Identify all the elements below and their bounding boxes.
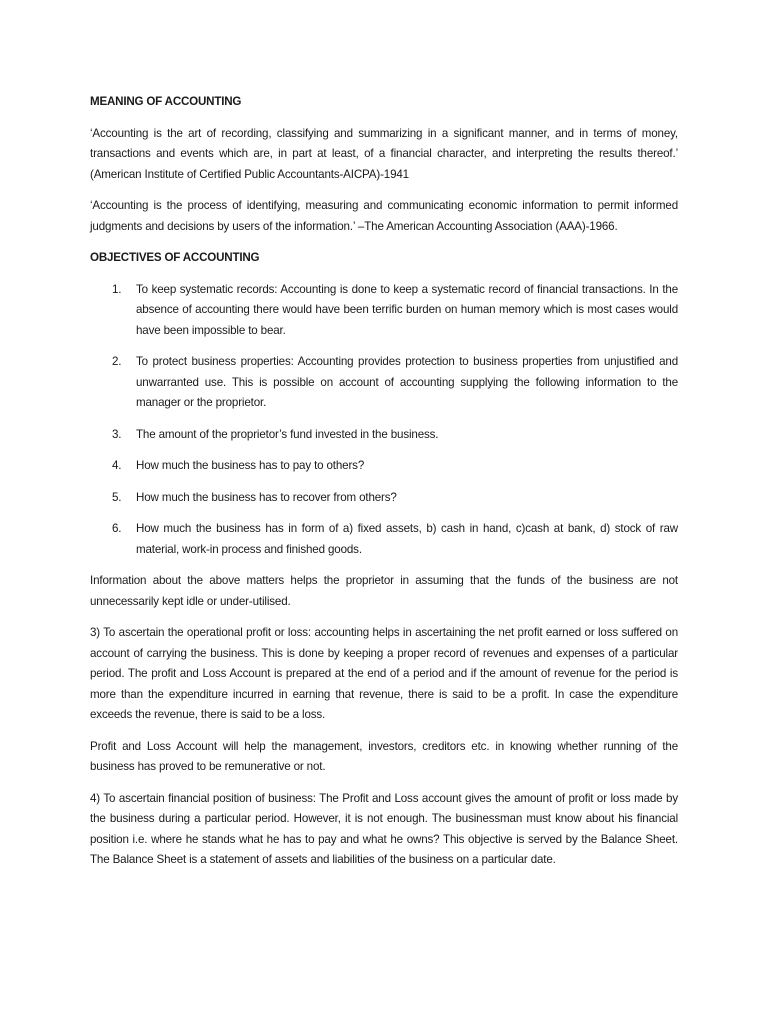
list-item-text: How much the business has to pay to others? xyxy=(136,459,365,472)
list-item xyxy=(90,280,678,342)
list-item xyxy=(90,519,678,560)
list-item-text: To protect business properties: Accounting provides protection to business properties from unjustified and unwarranted use. This is possible on account of accounting supplying the following information to the manager or the proprietor. xyxy=(136,355,678,409)
list-item-number: 3. xyxy=(112,427,122,441)
list-item-text: How much the business has in form of a) fixed assets, b) cash in hand, c)cash at bank, d) stock of raw material, work-in process and finished goods. xyxy=(136,522,678,556)
list-item-number: 1. xyxy=(112,282,122,296)
heading-meaning-of-accounting: MEANING OF ACCOUNTING xyxy=(90,95,242,108)
definition-aaa: ‘Accounting is the process of identifying, measuring and communicating economic information to permit informed judgments and decisions by users of the information.’ –The American Accounting Association (AAA)-1966. xyxy=(90,199,678,233)
list-item-text: How much the business has to recover from others? xyxy=(136,490,397,504)
list-item-text: The amount of the proprietor’s fund invested in the business. xyxy=(136,427,439,441)
definition-aicpa: ‘Accounting is the art of recording, classifying and summarizing in a significant manner, and in terms of money, transactions and events which are, in part at least, of a financial character, and interpreting the results thereof.’ (American Institute of Certified Public Accountants-AICPA)-1941 xyxy=(90,126,678,181)
list-item-number: 5. xyxy=(112,490,122,504)
document-page xyxy=(90,92,678,882)
list-item xyxy=(90,425,678,446)
objectives-list xyxy=(90,280,678,561)
list-item-text: To keep systematic records: Accounting is done to keep a systematic record of financial transactions. In the absence of accounting there would have been terrific burden on human memory which is most cases would have been impossible to bear. xyxy=(136,282,678,337)
list-item xyxy=(90,352,678,414)
paragraph-operational-profit-loss: 3) To ascertain the operational profit or loss: accounting helps in ascertaining the net profit earned or loss suffered on account of carrying the business. This is done by keeping a proper record of revenues and expenses of a particular period. The profit and Loss Account is prepared at the end of a period and if the amount of revenue for the period is more than the expenditure incurred in earning that revenue, there is said to be a profit. In case the expenditure exceeds the revenue, there is said to be a loss. xyxy=(90,626,678,721)
list-item-number: 4. xyxy=(112,459,122,472)
list-item-number: 2. xyxy=(112,355,122,368)
paragraph-financial-position: 4) To ascertain financial position of business: The Profit and Loss account gives the amount of profit or loss made by the business during a particular period. However, it is not enough. The businessman must know about his financial position i.e. where he stands what he has to pay and what he owns? This objective is served by the Balance Sheet. The Balance Sheet is a statement of assets and liabilities of the business on a particular date. xyxy=(90,791,678,866)
list-item xyxy=(90,488,678,509)
paragraph-information: Information about the above matters helps the proprietor in assuming that the funds of the business are not unnecessarily kept idle or under-utilised. xyxy=(90,574,678,608)
list-item-number: 6. xyxy=(112,522,122,535)
paragraph-profit-loss-account: Profit and Loss Account will help the management, investors, creditors etc. in knowing whether running of the business has proved to be remunerative or not. xyxy=(90,739,678,773)
heading-objectives-of-accounting: OBJECTIVES OF ACCOUNTING xyxy=(90,251,260,264)
list-item xyxy=(90,456,678,477)
